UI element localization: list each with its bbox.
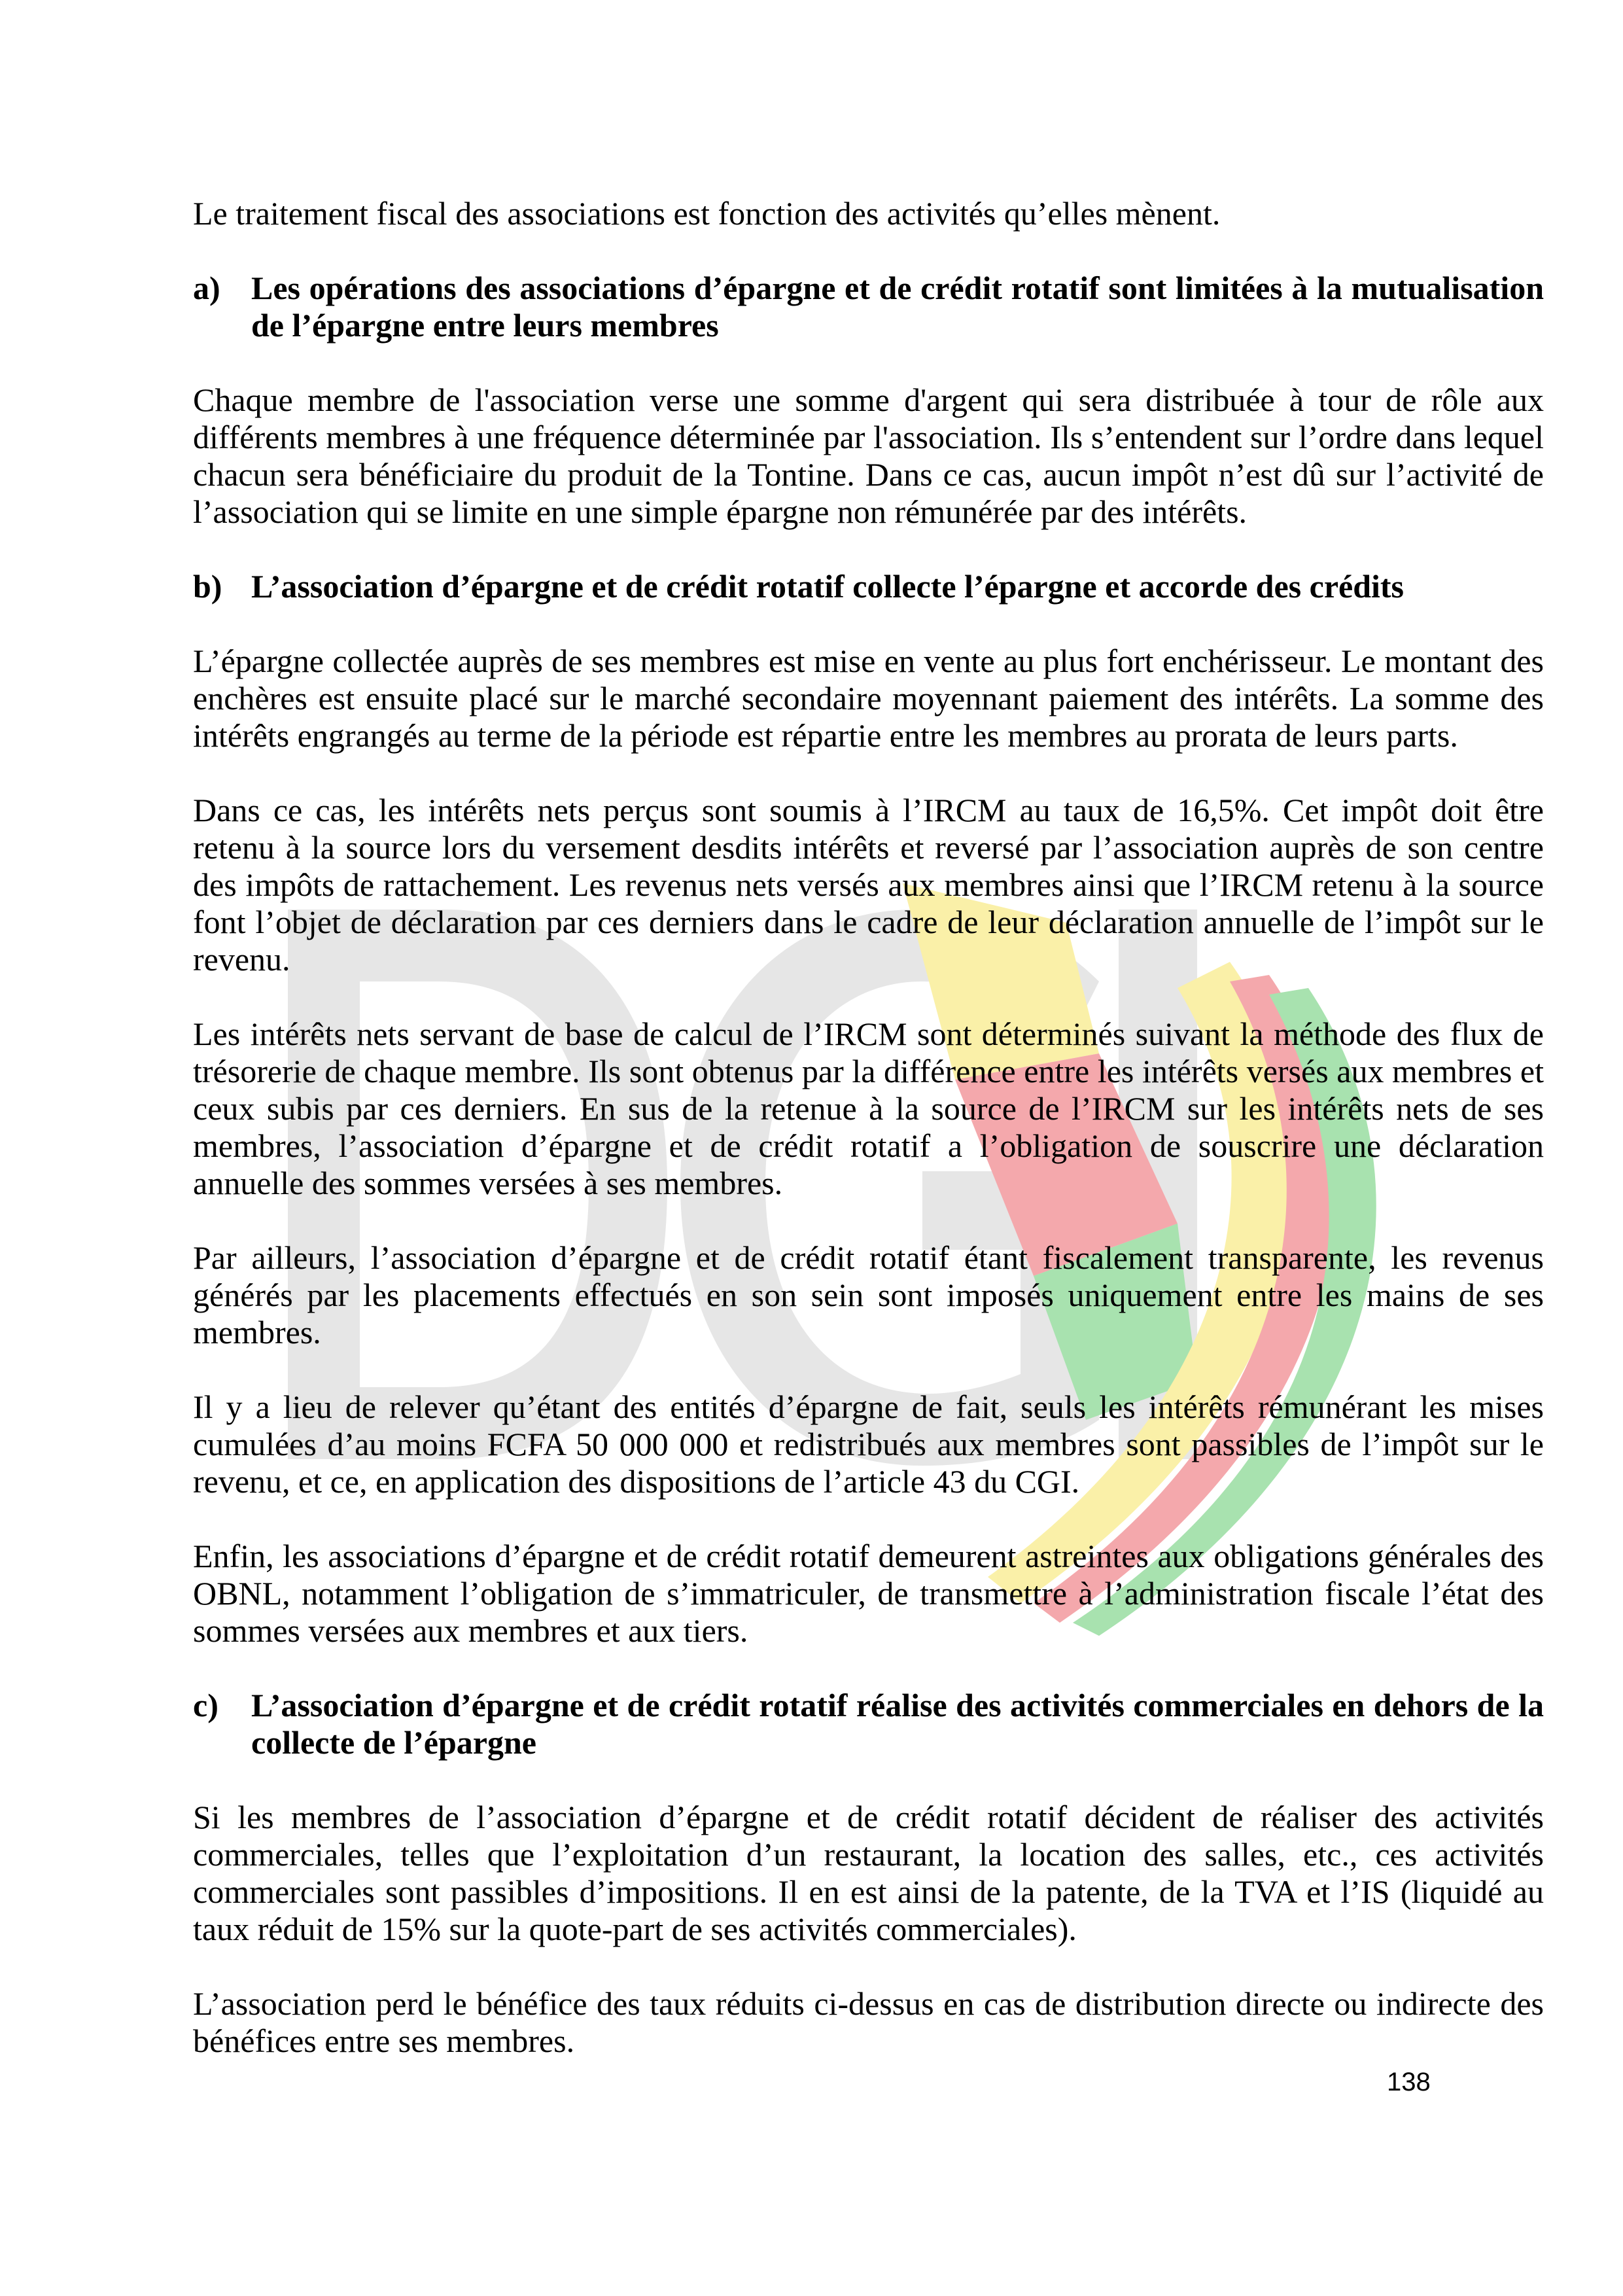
section-title: Les opérations des associations d’épargne et de crédit rotatif sont limitées à la mutualisation de l’épargne entre leurs membres xyxy=(251,270,1544,344)
paragraph: Enfin, les associations d’épargne et de crédit rotatif demeurent astreintes aux obligations générales des OBNL, notamment l’obligation de s’immatriculer, de transmettre à l’administration fiscale l’état des sommes versées aux membres et aux tiers. xyxy=(193,1538,1544,1649)
paragraph: Chaque membre de l'association verse une somme d'argent qui sera distribuée à tour de rôle aux différents membres à une fréquence déterminée par l'association. Ils s’entendent sur l’ordre dans lequel chacun sera bénéficiaire du produit de la Tontine. Dans ce cas, aucun impôt n’est dû sur l’activité de l’association qui se limite en une simple épargne non rémunérée par des intérêts. xyxy=(193,381,1544,530)
paragraph: Par ailleurs, l’association d’épargne et de crédit rotatif étant fiscalement transparente, les revenus générés par les placements effectués en son sein sont imposés uniquement entre les mains de ses membres. xyxy=(193,1239,1544,1351)
page-number: 138 xyxy=(1387,2068,1431,2096)
paragraph: Si les membres de l’association d’épargne et de crédit rotatif décident de réaliser des activités commerciales, telles que l’exploitation d’un restaurant, la location des salles, etc., ces activités commerciales sont passibles d’impositions. Il en est ainsi de la patente, de la TVA et l’IS (liquidé au taux réduit de 15% sur la quote-part de ses activités commerciales). xyxy=(193,1799,1544,1947)
paragraph: L’association perd le bénéfice des taux réduits ci-dessus en cas de distribution directe ou indirecte des bénéfices entre ses membres. xyxy=(193,1985,1544,2059)
paragraph: Dans ce cas, les intérêts nets perçus sont soumis à l’IRCM au taux de 16,5%. Cet impôt doit être retenu à la source lors du versement desdits intérêts et reversé par l’association auprès de son centre des impôts de rattachement. Les revenus nets versés aux membres ainsi que l’IRCM retenu à la source font l’objet de déclaration par ces derniers dans le cadre de leur déclaration annuelle de l’impôt sur le revenu. xyxy=(193,792,1544,978)
section-a-heading xyxy=(193,270,1544,344)
section-label: a) xyxy=(193,270,220,306)
section-c-heading xyxy=(193,1687,1544,1761)
section-label: c) xyxy=(193,1687,218,1723)
section-label: b) xyxy=(193,568,222,605)
section-b-heading xyxy=(193,568,1544,605)
section-title: L’association d’épargne et de crédit rotatif collecte l’épargne et accorde des crédits xyxy=(251,568,1405,605)
paragraph: L’épargne collectée auprès de ses membres est mise en vente au plus fort enchérisseur. Le montant des enchères est ensuite placé sur le marché secondaire moyennant paiement des intérêts. La somme des intérêts engrangés au terme de la période est répartie entre les membres au prorata de leurs parts. xyxy=(193,643,1544,754)
document-body xyxy=(193,195,1544,2097)
section-title: L’association d’épargne et de crédit rotatif réalise des activités commerciales en dehors de la collecte de l’épargne xyxy=(251,1687,1544,1761)
intro-paragraph: Le traitement fiscal des associations est fonction des activités qu’elles mènent. xyxy=(193,195,1221,232)
paragraph: Les intérêts nets servant de base de calcul de l’IRCM sont déterminés suivant la méthode des flux de trésorerie de chaque membre. Ils sont obtenus par la différence entre les intérêts versés aux membres et ceux subis par ces derniers. En sus de la retenue à la source de l’IRCM sur les intérêts nets de ses membres, l’association d’épargne et de crédit rotatif a l’obligation de souscrire une déclaration annuelle des sommes versées à ses membres. xyxy=(193,1016,1544,1201)
paragraph: Il y a lieu de relever qu’étant des entités d’épargne de fait, seuls les intérêts rémunérant les mises cumulées d’au moins FCFA 50 000 000 et redistribués aux membres sont passibles de l’impôt sur le revenu, et ce, en application des dispositions de l’article 43 du CGI. xyxy=(193,1388,1544,1500)
